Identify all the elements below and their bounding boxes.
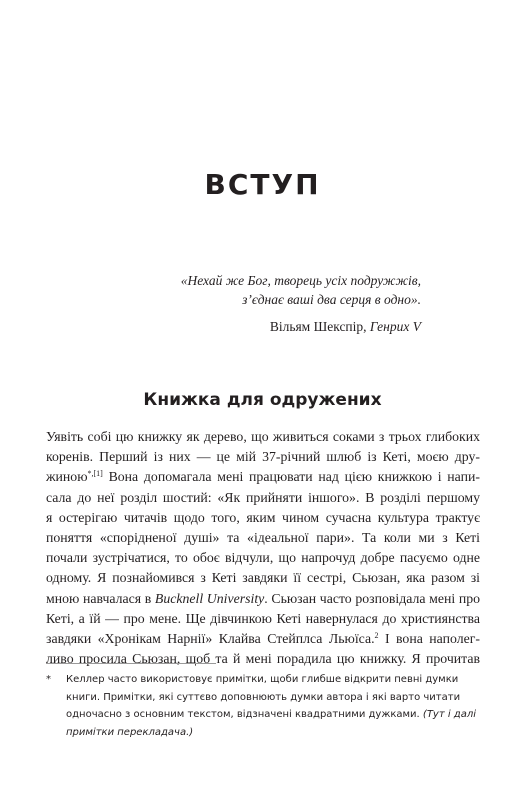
- epigraph-work: Генрих V: [369, 319, 421, 334]
- body-paragraph: [46, 427, 480, 669]
- footnote-line: [66, 706, 486, 724]
- footnote-line: Келлер часто використовує примітки, щоби глибше відкрити певні думки: [66, 674, 459, 685]
- footnote-marker: *: [46, 674, 51, 685]
- epigraph-attribution: [270, 319, 421, 335]
- body-line: одному. Я познайомився з Кеті завдяки її сестрі, Сьюзан, яка разом зі: [46, 570, 480, 586]
- body-text-fragment: Вона допомагала мені працювати над цією книжкою і напи-: [102, 469, 480, 485]
- body-line: я остерігаю читачів щодо того, яким чином сучасна культура трактує: [46, 509, 480, 525]
- body-line: поняття «спорідненої душі» та «ідеальної пари». Та коли ми з Кеті: [46, 530, 480, 546]
- section-title: Книжка для одружених: [143, 390, 382, 410]
- footnote-line: книги. Примітки, які суттєво доповнюють думки автора і які варто читати: [66, 691, 461, 703]
- body-text-fragment: . Сьюзан часто розповідала мені про: [264, 590, 480, 606]
- body-text-fragment: мною навчалася в: [46, 590, 155, 606]
- translator-note: примітки перекладача.): [66, 726, 194, 738]
- body-line: Уявіть собі цю книжку як дерево, що живиться соками з трьох глибоких: [46, 429, 480, 444]
- body-line: коренів. Перший із них — це мій 37-річний шлюб із Кеті, моєю дру-: [46, 449, 480, 465]
- body-line: сала до неї розділ шостий: «Як прийняти іншого». В розділі першому: [46, 489, 480, 505]
- body-line: Кеті, а їй — про мене. Ще дівчинкою Кеті навернулася до християнства: [46, 610, 480, 626]
- footnote-text-fragment: одночасно з основним текстом, відзначені квадратними дужками.: [66, 709, 423, 720]
- body-line: [46, 467, 480, 487]
- body-line: [46, 589, 480, 609]
- body-text-fragment: завдяки «Хронікам Нарнії» Клайва Стейплса Льюїса.: [46, 631, 375, 647]
- epigraph-author: Вільям Шекспір,: [269, 319, 370, 334]
- epigraph-line: «Нехай же Бог, творець усіх подружжів,: [180, 273, 421, 288]
- epigraph-line: з’єднає ваші два серця в одно».: [242, 292, 421, 307]
- body-emphasis: Bucknell University: [154, 590, 265, 606]
- translator-note: (Тут і далі: [422, 709, 477, 720]
- body-text-fragment: жиною: [46, 469, 88, 485]
- body-line: почали зустрічатися, то обоє відчули, що напрочуд добре пасуємо одне: [46, 550, 480, 566]
- footnote-reference[interactable]: 2: [374, 631, 379, 641]
- body-line: [46, 629, 480, 649]
- chapter-title: ВСТУП: [204, 168, 321, 201]
- footnote-reference[interactable]: *,[1]: [87, 469, 103, 479]
- body-line: ливо просила Сьюзан, щоб та й мені порадила цю книжку. Я прочитав: [46, 651, 480, 667]
- footnote-text: [66, 671, 486, 741]
- footnote-divider: [46, 663, 216, 664]
- body-text-fragment: І вона наполег-: [378, 631, 480, 647]
- epigraph-quote: [181, 271, 421, 309]
